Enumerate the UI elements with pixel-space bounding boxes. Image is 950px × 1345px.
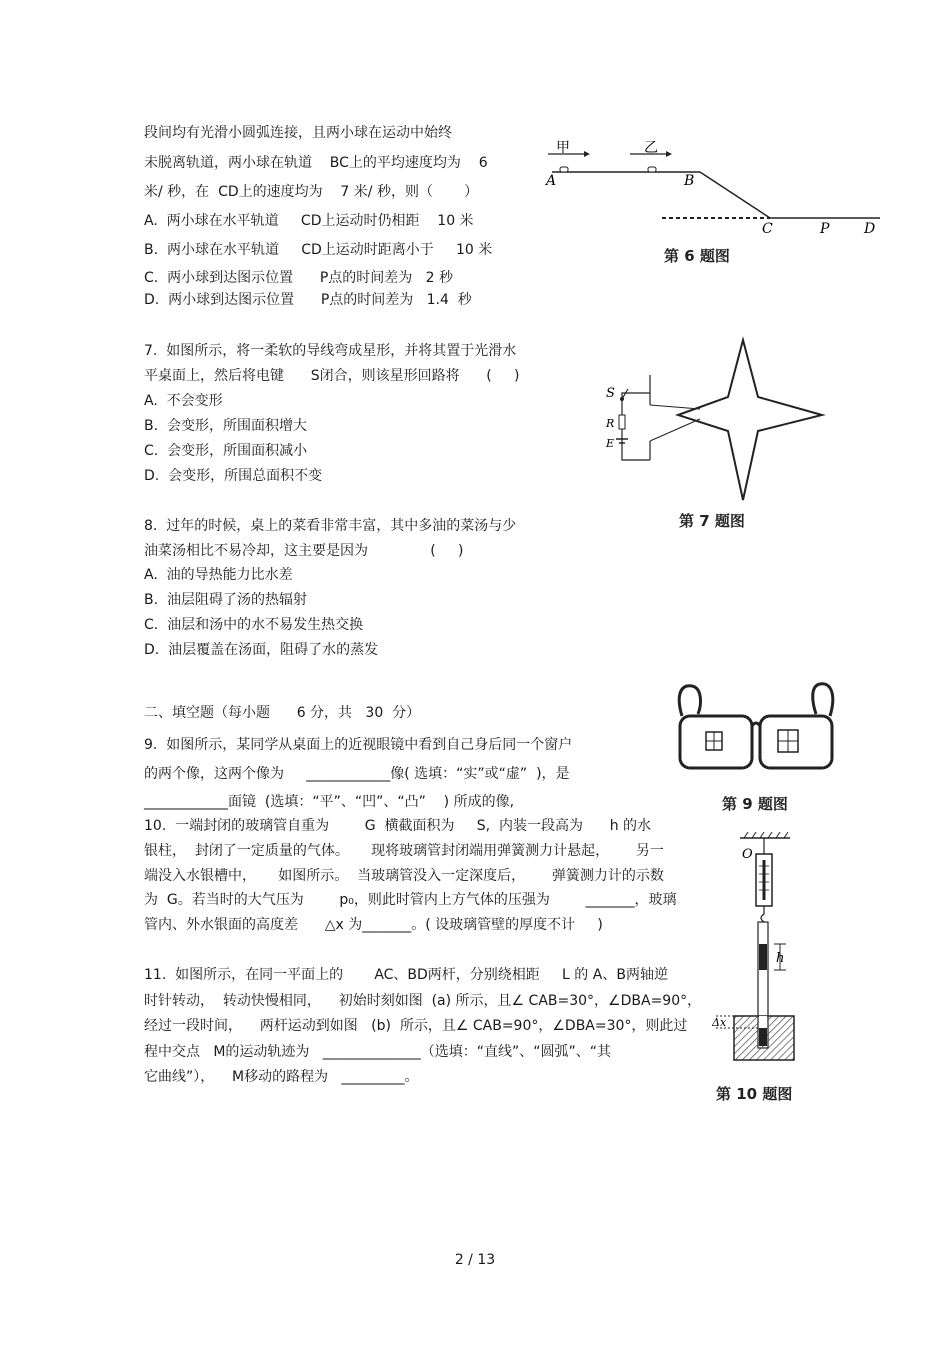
q6-option-c: C. 两小球到达图示位置 P点的时间差为 2 秒 bbox=[144, 270, 453, 286]
q6-line-3: 米/ 秒，在 CD上的速度均为 7 米/ 秒，则（ ） bbox=[144, 184, 479, 200]
q10-figure bbox=[712, 828, 822, 1078]
q8-option-a: A. 油的导热能力比水差 bbox=[144, 567, 293, 583]
q6-figure bbox=[540, 138, 900, 238]
q6-line-1: 段间均有光滑小圆弧连接，且两小球在运动中始终 bbox=[144, 125, 452, 141]
q6-option-d: D. 两小球到达图示位置 P点的时间差为 1.4 秒 bbox=[144, 292, 472, 308]
q8-line-1: 8. 过年的时候，桌上的菜看非常丰富，其中多油的菜汤与少 bbox=[144, 518, 517, 534]
q11-line-4: 程中交点 M的运动轨迹为 ______________（选填：“直线”、“圆弧”、“其 bbox=[144, 1044, 612, 1060]
q7-option-c: C. 会变形，所围面积减小 bbox=[144, 443, 308, 459]
q7-caption: 第 7 题图 bbox=[679, 512, 745, 530]
q8-option-d: D. 油层覆盖在汤面，阻碍了水的蒸发 bbox=[144, 642, 379, 658]
q11-line-1: 11. 如图所示，在同一平面上的 AC、BD两杆，分别绕相距 L 的 A、B两轴逆 bbox=[144, 967, 668, 983]
section-2-title: 二、填空题（每小题 6 分，共 30 分） bbox=[144, 705, 421, 721]
q10-caption: 第 10 题图 bbox=[716, 1085, 793, 1103]
q6-label-yi: 乙 bbox=[644, 140, 658, 156]
q10-line-4: 为 G。若当时的大气压为 p₀，则此时管内上方气体的压强为 _______，玻璃 bbox=[144, 892, 677, 908]
q6-caption: 第 6 题图 bbox=[664, 247, 730, 265]
q9-figure bbox=[672, 676, 840, 776]
q7-label-e: E bbox=[606, 437, 615, 450]
q11-line-5: 它曲线”）， M移动的路程为 _________。 bbox=[144, 1069, 419, 1085]
q9-caption: 第 9 题图 bbox=[722, 795, 788, 813]
q6-line-2: 未脱离轨道，两小球在轨道 BC上的平均速度均为 6 bbox=[144, 155, 488, 171]
q8-option-b: B. 油层阻碍了汤的热辐射 bbox=[144, 592, 307, 608]
q6-option-b: B. 两小球在水平轨道 CD上运动时距离小于 10 米 bbox=[144, 242, 493, 258]
q6-label-b: B bbox=[684, 173, 695, 189]
q6-label-d: D bbox=[864, 221, 876, 237]
q10-line-2: 银柱， 封闭了一定质量的气体。 现将玻璃管封闭端用弹簧测力计悬起， 另一 bbox=[144, 843, 664, 859]
q6-label-jia: 甲 bbox=[556, 140, 570, 156]
q9-line-2: 的两个像，这两个像为 ____________像( 选填：“实”或“虚” )，是 bbox=[144, 766, 570, 782]
q10-line-5: 管内、外水银面的高度差 △x 为_______。( 设玻璃管壁的厚度不计 ) bbox=[144, 917, 603, 933]
q7-option-d: D. 会变形，所围总面积不变 bbox=[144, 468, 323, 484]
q7-figure bbox=[600, 335, 830, 505]
q8-line-2: 油菜汤相比不易冷却，这主要是因为 ( ) bbox=[144, 543, 464, 559]
q11-line-2: 时针转动， 转动快慢相同， 初始时刻如图 (a) 所示，且∠ CAB=30°，∠DBA=90°， bbox=[144, 993, 702, 1009]
q7-option-b: B. 会变形，所围面积增大 bbox=[144, 418, 307, 434]
q7-label-s: S bbox=[606, 386, 615, 401]
q10-label-h: h bbox=[776, 951, 785, 966]
q7-option-a: A. 不会变形 bbox=[144, 393, 223, 409]
q9-line-3: ____________面镜 (选填：“平”、“凹”、“凸” ) 所成的像, bbox=[144, 794, 515, 810]
q6-option-a: A. 两小球在水平轨道 CD上运动时仍相距 10 米 bbox=[144, 213, 474, 229]
q8-option-c: C. 油层和汤中的水不易发生热交换 bbox=[144, 617, 364, 633]
q6-label-p: P bbox=[820, 221, 830, 237]
q9-line-1: 9. 如图所示，某同学从桌面上的近视眼镜中看到自己身后同一个窗户 bbox=[144, 737, 573, 753]
q7-line-2: 平桌面上，然后将电键 S闭合，则该星形回路将 ( ) bbox=[144, 368, 520, 384]
q10-line-3: 端没入水银槽中， 如图所示。 当玻璃管没入一定深度后， 弹簧测力计的示数 bbox=[144, 868, 664, 884]
q11-line-3: 经过一段时间， 两杆运动到如图 (b) 所示，且∠ CAB=90°，∠DBA=30°，则此过 bbox=[144, 1018, 688, 1034]
q6-label-c: C bbox=[762, 221, 773, 237]
q7-line-1: 7. 如图所示，将一柔软的导线弯成星形，并将其置于光滑水 bbox=[144, 343, 517, 359]
q10-label-o: O bbox=[742, 847, 753, 862]
q6-label-a: A bbox=[546, 173, 557, 189]
q7-label-r: R bbox=[606, 417, 615, 430]
q10-line-1: 10. 一端封闭的玻璃管自重为 G 横截面积为 S, 内装一段高为 h 的水 bbox=[144, 818, 652, 834]
q10-label-dx: Δx bbox=[712, 1016, 727, 1029]
page-number: 2 / 13 bbox=[454, 1252, 496, 1268]
